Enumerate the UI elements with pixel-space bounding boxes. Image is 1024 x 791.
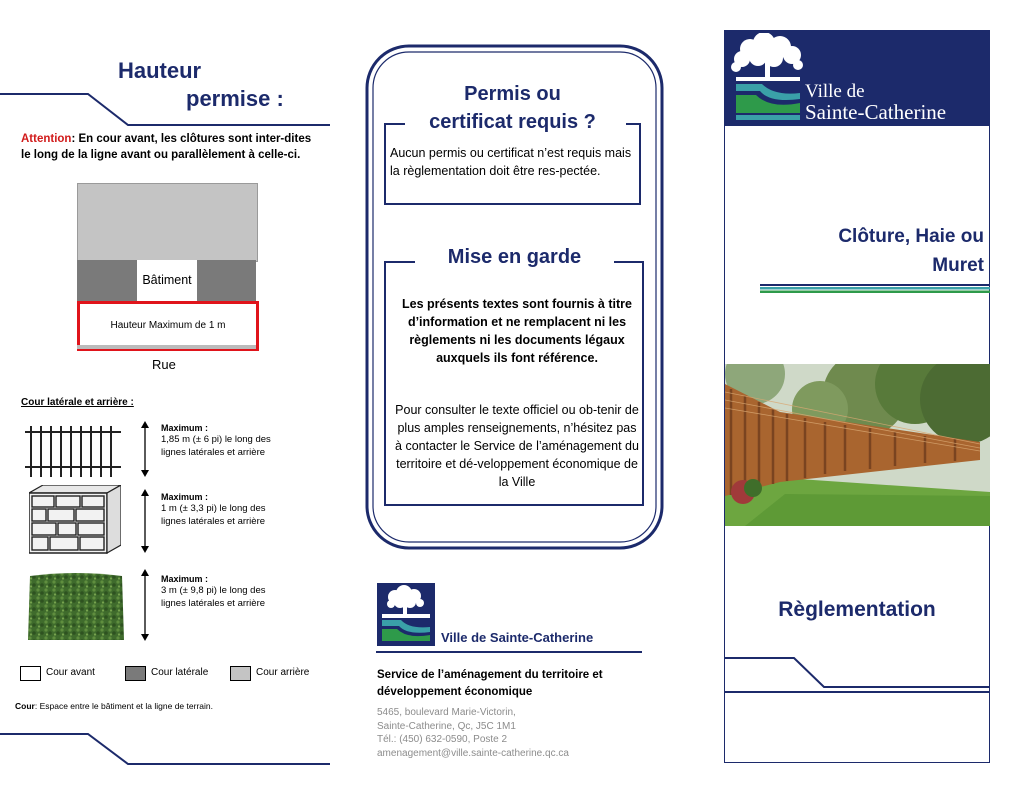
phone: Tél.: (450) 632-0590, Poste 2 [377,734,508,745]
mise-en-garde-notice: Les présents textes sont fournis à titre d’information et ne remplacent ni les règlements ni les documents légaux auxquels ils font référence. [402,297,632,365]
cour-arriere-zone [77,183,258,262]
fence-max-text: 1 m (± 3,3 pi) le long des lignes latérales et arrière [161,503,266,527]
legend-label: Cour latérale [151,667,209,678]
ville-logo-icon [377,583,435,646]
fence-max-text: 1,85 m (± 6 pi) le long des lignes latérales et arrière [161,434,271,458]
fence-max-text: 3 m (± 9,8 pi) le long des lignes latérales et arrière [161,585,266,609]
page-title-line1: Hauteur [118,58,202,83]
brochure-title-line1: Clôture, Haie ou [838,226,984,247]
mise-en-garde-contact: Pour consulter le texte officiel ou ob-tenir de plus amples renseignements, n’hésitez pas à contacter le Service de l’aménagement du territoire et dé-veloppement économique de la Ville [395,403,639,489]
batiment-label: Bâtiment [137,260,197,301]
city: Sainte-Catherine, Qc, J5C 1M1 [377,720,516,732]
fence-max-label: Maximum : [161,492,209,502]
ville-name: Ville de Sainte-Catherine [441,630,594,645]
rue-label: Rue [152,357,176,372]
diagram-edge [77,345,256,349]
cour-laterale-heading: Cour latérale et arrière : [21,397,134,408]
mise-en-garde-title: Mise en garde [447,246,582,268]
permis-text: Aucun permis ou certificat n’est requis mais la règlementation doit être res-pectée. [390,146,632,178]
cour-definition-text: : Espace entre le bâtiment et la ligne de terrain. [34,701,213,711]
legend-swatch-cour-avant [20,666,41,681]
cour-definition [15,701,213,711]
color-stripes [760,284,990,296]
contact-block [377,706,569,760]
fence-max-label: Maximum : [161,423,209,433]
decorative-line [724,652,990,700]
legend-label: Cour arrière [256,667,310,678]
height-arrow-icon [139,421,151,477]
section-heading: Règlementation [778,598,936,621]
attention-note [21,131,321,163]
brochure-title [744,222,984,280]
logo-text-ville: Ville de [805,81,865,102]
attention-text: : En cour avant, les clôtures sont inter-dites le long de la ligne avant ou parallèlement à celle-ci. [21,133,312,161]
logo-text-sainte-catherine: Sainte-Catherine [805,100,947,124]
stone-wall-icon [29,485,121,555]
legend-swatch-cour-laterale [125,666,146,681]
decorative-line [0,90,330,130]
cour-term: Cour [15,701,35,711]
brochure-title-line2: Muret [932,255,984,276]
metal-fence-icon [25,423,121,479]
address: 5465, boulevard Marie-Victorin, [377,707,516,718]
page-title-line2: permise : [186,86,284,111]
height-arrow-icon [139,569,151,641]
decorative-line [0,730,330,770]
cour-avant-zone: Hauteur Maximum de 1 m [77,301,259,351]
attention-label: Attention [21,133,72,145]
service-name: Service de l’aménagement du territoire et développement économique [377,669,603,698]
hedge-icon [28,572,124,642]
permis-title-line2: certificat requis ? [429,111,596,133]
legend-swatch-cour-arriere [230,666,251,681]
fence-photo [725,364,990,526]
divider [376,651,642,653]
legend-label: Cour avant [46,667,95,678]
email-link[interactable]: amenagement@ville.sainte-catherine.qc.ca [377,747,569,759]
height-arrow-icon [139,489,151,553]
permis-title-line1: Permis ou [464,83,561,105]
ville-logo-icon [728,33,806,123]
fence-max-label: Maximum : [161,574,209,584]
